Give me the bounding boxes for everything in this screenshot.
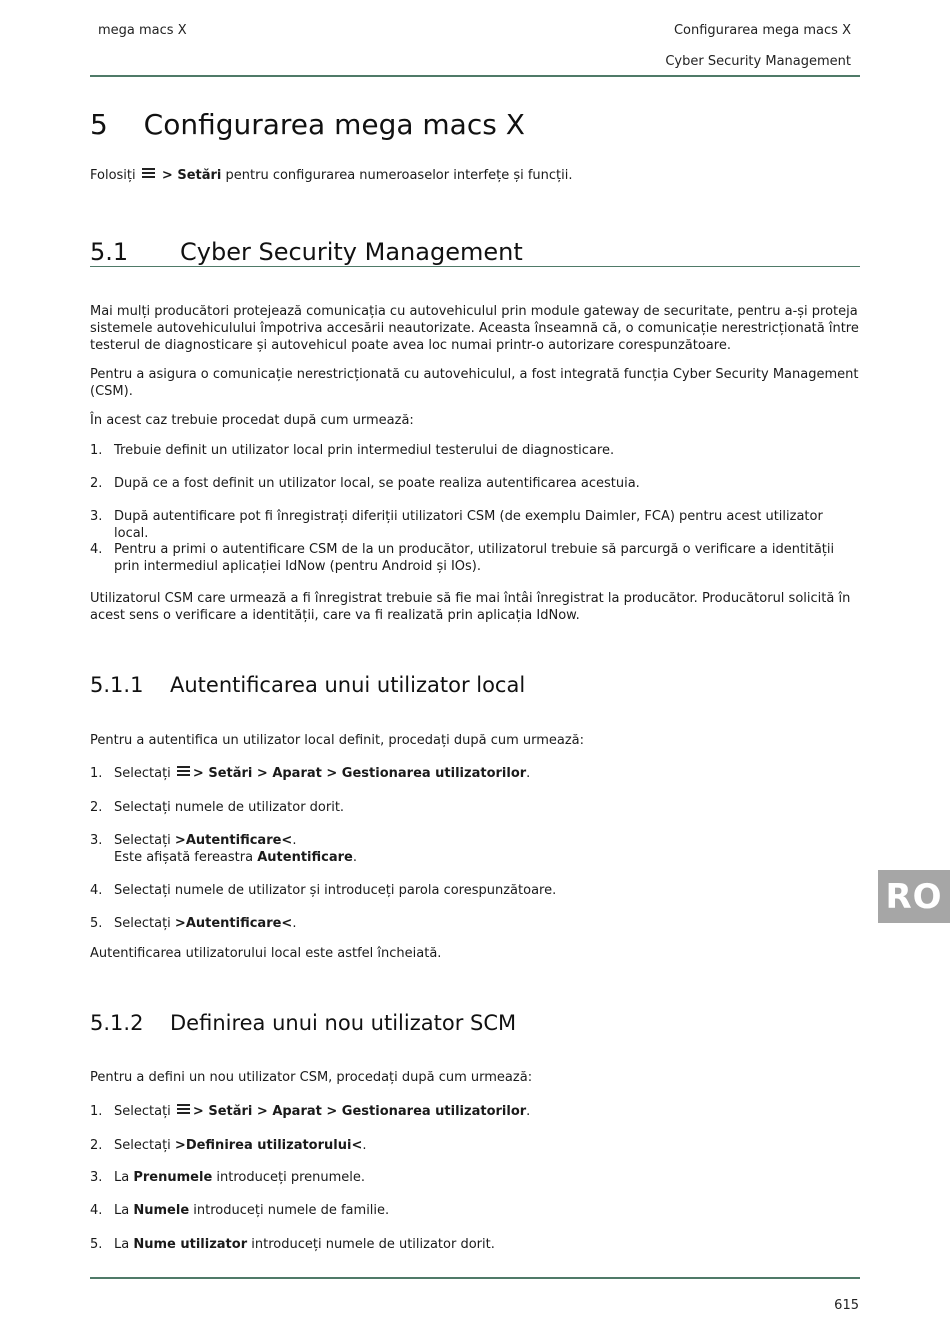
section-number: 5.1.1 <box>90 673 144 697</box>
paragraph: În acest caz trebuie procedat după cum urmează: <box>90 413 414 428</box>
list-text <box>114 1169 860 1186</box>
step-pre: Selectați <box>114 1138 171 1153</box>
list-number: 2. <box>90 1138 103 1153</box>
list-item <box>90 915 860 933</box>
section-number: 5.1.2 <box>90 1011 144 1035</box>
step-post: introduceți prenumele. <box>216 1170 366 1185</box>
section-5-1-2-heading <box>90 1011 516 1035</box>
chapter-number: 5 <box>90 108 108 141</box>
list-number: 2. <box>90 476 103 491</box>
step-pre: La <box>114 1237 130 1252</box>
section-title: Cyber Security Management <box>180 238 523 266</box>
step-bold: > Setări > Aparat > Gestionarea utilizatorilor <box>192 1104 527 1119</box>
paragraph: Mai mulți producători protejează comunicația cu autovehiculul prin module gateway de securitate, pentru a-și proteja sistemele autovehiculului împotriva accesării neautorizate. Aceasta înseamnă că, o comunicație nerestricționată între testerul de diagnosticare și autovehicul poate avea loc numai printr-o autorizare corespunzătoare. <box>90 304 859 353</box>
step-bold: Prenumele <box>133 1170 213 1185</box>
section-title: Definirea unui nou utilizator SCM <box>170 1011 517 1035</box>
step-pre: Selectați <box>114 916 171 931</box>
list-text: Selectați numele de utilizator dorit. <box>114 800 345 815</box>
step-pre: La <box>114 1170 130 1185</box>
section-rule <box>90 266 860 267</box>
list-text <box>114 1202 860 1219</box>
footer-rule <box>90 1277 860 1279</box>
page-number: 615 <box>834 1298 859 1313</box>
list-item <box>90 508 860 541</box>
list-number: 3. <box>90 1170 103 1185</box>
list-item <box>90 475 860 493</box>
list-text <box>114 765 860 782</box>
header-right-bottom: Cyber Security Management <box>665 54 851 69</box>
step-pre: Selectați <box>114 766 171 781</box>
step-post: . <box>362 1138 367 1153</box>
list-number: 1. <box>90 1104 103 1119</box>
chapter-intro <box>90 167 860 184</box>
list-number: 3. <box>90 833 103 848</box>
menu-icon <box>177 1104 190 1114</box>
section-5-1-1-heading <box>90 673 525 697</box>
list-text: Pentru a primi o autentificare CSM de la un producător, utilizatorul trebuie să parcurgă o verificare a identității prin intermediul aplicației IdNow (pentru Android și IOs). <box>114 542 835 574</box>
step-bold: Autentificare <box>257 850 353 865</box>
list-number: 4. <box>90 1203 103 1218</box>
step-bold: > Setări > Aparat > Gestionarea utilizatorilor <box>192 766 527 781</box>
list-item <box>90 832 860 868</box>
menu-icon <box>142 168 155 178</box>
list-number: 5. <box>90 916 103 931</box>
intro-post: pentru configurarea numeroaselor interfețe și funcții. <box>225 168 573 183</box>
header-right-top: Configurarea mega macs X <box>673 23 851 38</box>
step-post: . <box>352 850 357 865</box>
intro-bold: > Setări <box>161 168 222 183</box>
step-pre: Este afișată fereastra <box>114 850 254 865</box>
header-rule <box>90 75 860 77</box>
list-text: Trebuie definit un utilizator local prin intermediul testerului de diagnosticare. <box>114 443 615 458</box>
list-text <box>114 1137 860 1154</box>
list-number: 4. <box>90 883 103 898</box>
list-text: Selectați numele de utilizator și introduceți parola corespunzătoare. <box>114 883 557 898</box>
list-number: 4. <box>90 542 103 557</box>
step-bold: >Definirea utilizatorului< <box>174 1138 363 1153</box>
step-pre: Selectați <box>114 833 171 848</box>
list-item <box>90 442 860 460</box>
step-bold: Numele <box>133 1203 190 1218</box>
header-left: mega macs X <box>98 23 187 38</box>
paragraph: Autentificarea utilizatorului local este astfel încheiată. <box>90 946 442 961</box>
paragraph: Pentru a autentifica un utilizator local definit, procedați după cum urmează: <box>90 733 585 748</box>
step-post: . <box>526 1104 531 1119</box>
list-item <box>90 541 860 577</box>
language-tab: RO <box>878 870 950 923</box>
step-bold: >Autentificare< <box>174 916 293 931</box>
section-title: Autentificarea unui utilizator local <box>170 673 526 697</box>
list-text: După autentificare pot fi înregistrați diferiții utilizatori CSM (de exemplu Daimler, FCA) pentru acest utilizator local. <box>114 509 823 541</box>
paragraph: Utilizatorul CSM care urmează a fi înregistrat trebuie să fie mai întâi înregistrat la producător. Producătorul solicită în acest sens o verificare a identității, care va fi realizată prin aplicația IdNow. <box>90 591 851 623</box>
list-number: 1. <box>90 766 103 781</box>
chapter-title: Configurarea mega macs X <box>143 108 525 141</box>
step-pre: La <box>114 1203 130 1218</box>
step-pre: Selectați <box>114 1104 171 1119</box>
list-item <box>90 799 860 817</box>
list-item <box>90 882 860 900</box>
list-text <box>114 915 860 932</box>
list-number: 1. <box>90 443 103 458</box>
list-item <box>90 1103 860 1121</box>
menu-icon <box>177 766 190 776</box>
step-bold: Nume utilizator <box>133 1237 248 1252</box>
paragraph: Pentru a asigura o comunicație nerestricționată cu autovehiculul, a fost integrată funcția Cyber Security Management (CSM). <box>90 367 859 399</box>
step-post: . <box>292 833 297 848</box>
chapter-heading <box>90 108 525 141</box>
list-item <box>90 765 860 783</box>
list-text <box>114 832 860 866</box>
list-item <box>90 1236 860 1254</box>
intro-pre: Folosiți <box>90 168 136 183</box>
step-bold: >Autentificare< <box>174 833 293 848</box>
step-post: . <box>526 766 531 781</box>
list-text: După ce a fost definit un utilizator local, se poate realiza autentificarea acestuia. <box>114 476 640 491</box>
list-number: 3. <box>90 509 103 524</box>
list-text <box>114 1103 860 1120</box>
list-text <box>114 1236 860 1253</box>
list-item <box>90 1137 860 1155</box>
section-number: 5.1 <box>90 238 129 266</box>
list-item <box>90 1202 860 1220</box>
step-post: introduceți numele de familie. <box>193 1203 390 1218</box>
step-post: introduceți numele de utilizator dorit. <box>251 1237 495 1252</box>
step-post: . <box>292 916 297 931</box>
list-item <box>90 1169 860 1187</box>
paragraph: Pentru a defini un nou utilizator CSM, procedați după cum urmează: <box>90 1070 533 1085</box>
list-number: 5. <box>90 1237 103 1252</box>
section-5-1-heading <box>90 238 523 266</box>
list-number: 2. <box>90 800 103 815</box>
